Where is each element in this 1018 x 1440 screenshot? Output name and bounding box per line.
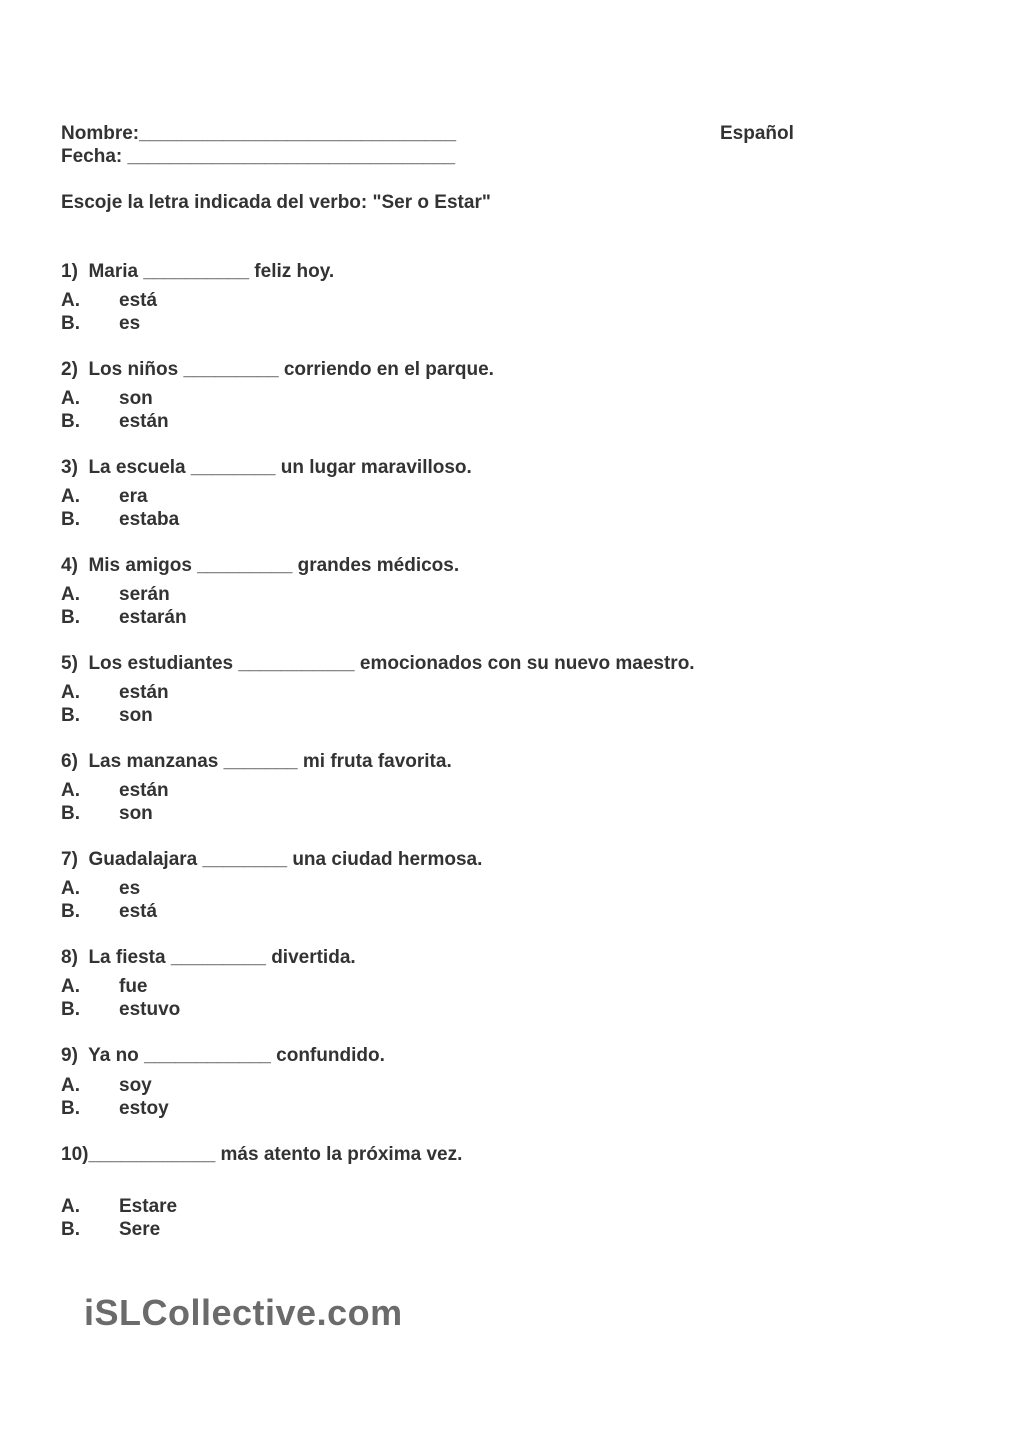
subject-label: Español: [720, 123, 794, 144]
option-letter: B.: [61, 901, 80, 922]
option-text: están: [119, 411, 169, 432]
option-letter: B.: [61, 411, 80, 432]
option-letter: B.: [61, 607, 80, 628]
option-letter: B.: [61, 509, 80, 530]
option-letter: A.: [61, 780, 80, 801]
option-letter: B.: [61, 999, 80, 1020]
option-text: es: [119, 313, 141, 334]
option-letter: A.: [61, 976, 80, 997]
option-text: estarán: [119, 607, 187, 628]
option-letter: B.: [61, 705, 80, 726]
option-letter: A.: [61, 486, 80, 507]
question-prompt: 4) Mis amigos _________ grandes médicos.: [61, 555, 460, 576]
option-text: estoy: [119, 1098, 169, 1119]
option-text: Estare: [119, 1196, 178, 1217]
option-letter: A.: [61, 878, 80, 899]
option-letter: B.: [61, 1098, 80, 1119]
question-prompt: 5) Los estudiantes ___________ emocionados con su nuevo maestro.: [61, 653, 695, 674]
option-text: estaba: [119, 509, 180, 530]
option-text: está: [119, 901, 158, 922]
option-text: Sere: [119, 1219, 161, 1240]
question-prompt: 9) Ya no ____________ confundido.: [61, 1045, 385, 1066]
option-text: están: [119, 780, 169, 801]
option-letter: B.: [61, 313, 80, 334]
option-text: fue: [119, 976, 148, 997]
option-letter: A.: [61, 1075, 80, 1096]
option-letter: B.: [61, 1219, 80, 1240]
option-text: son: [119, 388, 153, 409]
date-field-label: Fecha: _______________________________: [61, 146, 456, 167]
instructions: Escoje la letra indicada del verbo: "Ser o Estar": [61, 192, 491, 213]
option-text: están: [119, 682, 169, 703]
option-text: está: [119, 290, 158, 311]
option-text: serán: [119, 584, 170, 605]
question-prompt: 2) Los niños _________ corriendo en el parque.: [61, 359, 494, 380]
option-letter: A.: [61, 388, 80, 409]
option-text: son: [119, 705, 153, 726]
question-prompt: 1) Maria __________ feliz hoy.: [61, 261, 335, 282]
question-prompt: 3) La escuela ________ un lugar maravilloso.: [61, 457, 472, 478]
option-text: son: [119, 803, 153, 824]
option-letter: A.: [61, 584, 80, 605]
name-field-label: Nombre:______________________________: [61, 123, 457, 144]
question-prompt: 10)____________ más atento la próxima vez.: [61, 1144, 463, 1165]
option-text: era: [119, 486, 148, 507]
watermark-text: iSLCollective.com: [84, 1292, 403, 1333]
option-letter: B.: [61, 803, 80, 824]
question-prompt: 7) Guadalajara ________ una ciudad hermosa.: [61, 849, 483, 870]
option-letter: A.: [61, 1196, 80, 1217]
question-prompt: 6) Las manzanas _______ mi fruta favorita.: [61, 751, 452, 772]
option-text: soy: [119, 1075, 152, 1096]
question-prompt: 8) La fiesta _________ divertida.: [61, 947, 356, 968]
option-text: estuvo: [119, 999, 181, 1020]
option-letter: A.: [61, 682, 80, 703]
option-letter: A.: [61, 290, 80, 311]
option-text: es: [119, 878, 141, 899]
